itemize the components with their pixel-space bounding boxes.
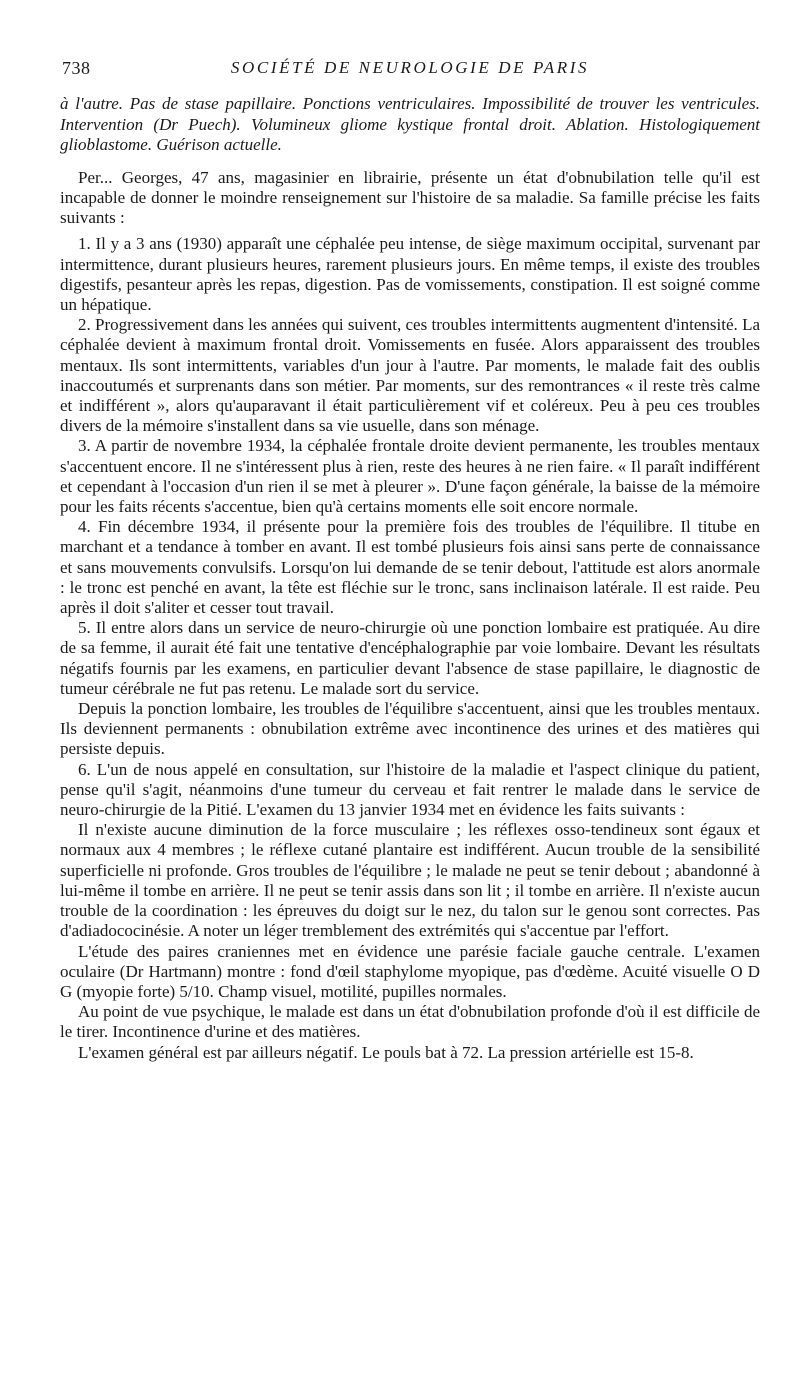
paragraph-cranial-ocular: L'étude des paires craniennes met en évidence une parésie faciale gauche centrale. L'examen oculaire (Dr Hartmann) montre : fond d'œil staphylome myopique, pas d'œdème. Acuité visuelle O D G (myopie forte) 5/10. Champ visuel, motilité, pupilles normales. xyxy=(60,941,760,1001)
paragraph-intro: Per... Georges, 47 ans, magasinier en librairie, présente un état d'obnubilation telle qu'il est incapable de donner le moindre renseignement sur l'histoire de sa maladie. Sa famille précise les faits suivants : xyxy=(60,167,760,228)
page-number: 738 xyxy=(62,58,91,78)
paragraph-6: 6. L'un de nous appelé en consultation, sur l'histoire de la maladie et l'aspect clinique du patient, pense qu'il s'agit, néanmoins d'une tumeur du cerveau et fait rentrer le malade dans le service de neuro-chirurgie de la Pitié. L'examen du 13 janvier 1934 met en évidence les faits suivants : xyxy=(60,759,760,820)
paragraph-general-exam: L'examen général est par ailleurs négatif. Le pouls bat à 72. La pression artérielle est 15-8. xyxy=(78,1042,694,1062)
paragraph-3: 3. A partir de novembre 1934, la céphalée frontale droite devient permanente, les troubles mentaux s'accentuent encore. Il ne s'intéressent plus à rien, reste des heures à ne rien faire. « Il paraît indifférent et cependant à l'occasion d'un rien il se met à pleurer ». D'une façon générale, la baisse de la mémoire pour les faits récents s'accentue, bien qu'à certains moments elle soit encore normale. xyxy=(60,436,760,517)
paragraph-5: 5. Il entre alors dans un service de neuro-chirurgie où une ponction lombaire est pratiquée. Au dire de sa femme, il aurait été fait une tentative d'encéphalographie par voie lombaire. Devant les résultats négatifs fournis par les examens, en particulier devant l'absence de stase papillaire, le diagnostic de tumeur cérébrale ne fut pas retenu. Le malade sort du service. xyxy=(60,618,760,698)
paragraph-4: 4. Fin décembre 1934, il présente pour la première fois des troubles de l'équilibre. Il titube en marchant et a tendance à tomber en avant. Il est tombé plusieurs fois ainsi sans perte de connaissance et sans mouvements convulsifs. Lorsqu'on lui demande de se tenir debout, l'attitude est alors anormale : le tronc est penché en avant, la tête est fléchie sur le tronc, sans inclinaison latérale. Il est raide. Peu après il doit s'aliter et cesser tout travail. xyxy=(60,517,760,618)
page-header xyxy=(60,58,760,88)
paragraph-1: 1. Il y a 3 ans (1930) apparaît une céphalée peu intense, de siège maximum occipital, survenant par intermittence, durant plusieurs heures, rarement plusieurs jours. En même temps, il existe des troubles digestifs, pesanteur après les repas, digestion. Pas de vomissements, constipation. Il est soigné comme un hépatique. xyxy=(60,234,760,314)
paragraph-5b: Depuis la ponction lombaire, les troubles de l'équilibre s'accentuent, ainsi que les troubles mentaux. Ils deviennent permanents : obnubilation extrême avec incontinence des urines et des matières qui persiste depuis. xyxy=(60,699,760,759)
paragraph-psychic: Au point de vue psychique, le malade est dans un état d'obnubilation profonde d'où il est difficile de le tirer. Incontinence d'urine et des matières. xyxy=(60,1002,760,1042)
paragraph-neuro-exam: Il n'existe aucune diminution de la force musculaire ; les réflexes osso-tendineux sont égaux et normaux aux 4 membres ; le réflexe cutané plantaire est indifférent. Aucun trouble de la sensibilité superficielle ni profonde. Gros troubles de l'équilibre ; le malade ne peut se tenir debout ; abandonné à lui-même il tombe en arrière. Il ne peut se tenir assis dans son lit ; il tombe en arrière. Il n'existe aucun trouble de la coordination : les épreuves du doigt sur le nez, du talon sur le genou sont correctes. Pas d'adiadococinésie. A noter un léger tremblement des extrémités qui s'accentue par l'effort. xyxy=(60,820,760,941)
case-summary: à l'autre. Pas de stase papillaire. Ponctions ventriculaires. Impossibilité de trouver les ventricules. Intervention (Dr Puech). Volumineux gliome kystique frontal droit. Ablation. Histologiquement glioblastome. Guérison actuelle. xyxy=(60,94,760,155)
paragraph-2: 2. Progressivement dans les années qui suivent, ces troubles intermittents augmentent d'intensité. La céphalée devient à maximum frontal droit. Vomissements en fusée. Alors apparaissent des troubles mentaux. Ils sont intermittents, variables d'un jour à l'autre. Par moments, le malade fait des oublis inaccoutumés et surprenants dans son métier. Par moments, sur des remontrances « il reste très calme et indifférent », alors qu'auparavant il était particulièrement vif et coléreux. Peu à peu ces troubles divers de la mémoire s'installent dans sa vie usuelle, dans son ménage. xyxy=(60,315,760,436)
case-body xyxy=(60,168,760,1063)
running-head: SOCIÉTÉ DE NEUROLOGIE DE PARIS xyxy=(230,58,590,77)
